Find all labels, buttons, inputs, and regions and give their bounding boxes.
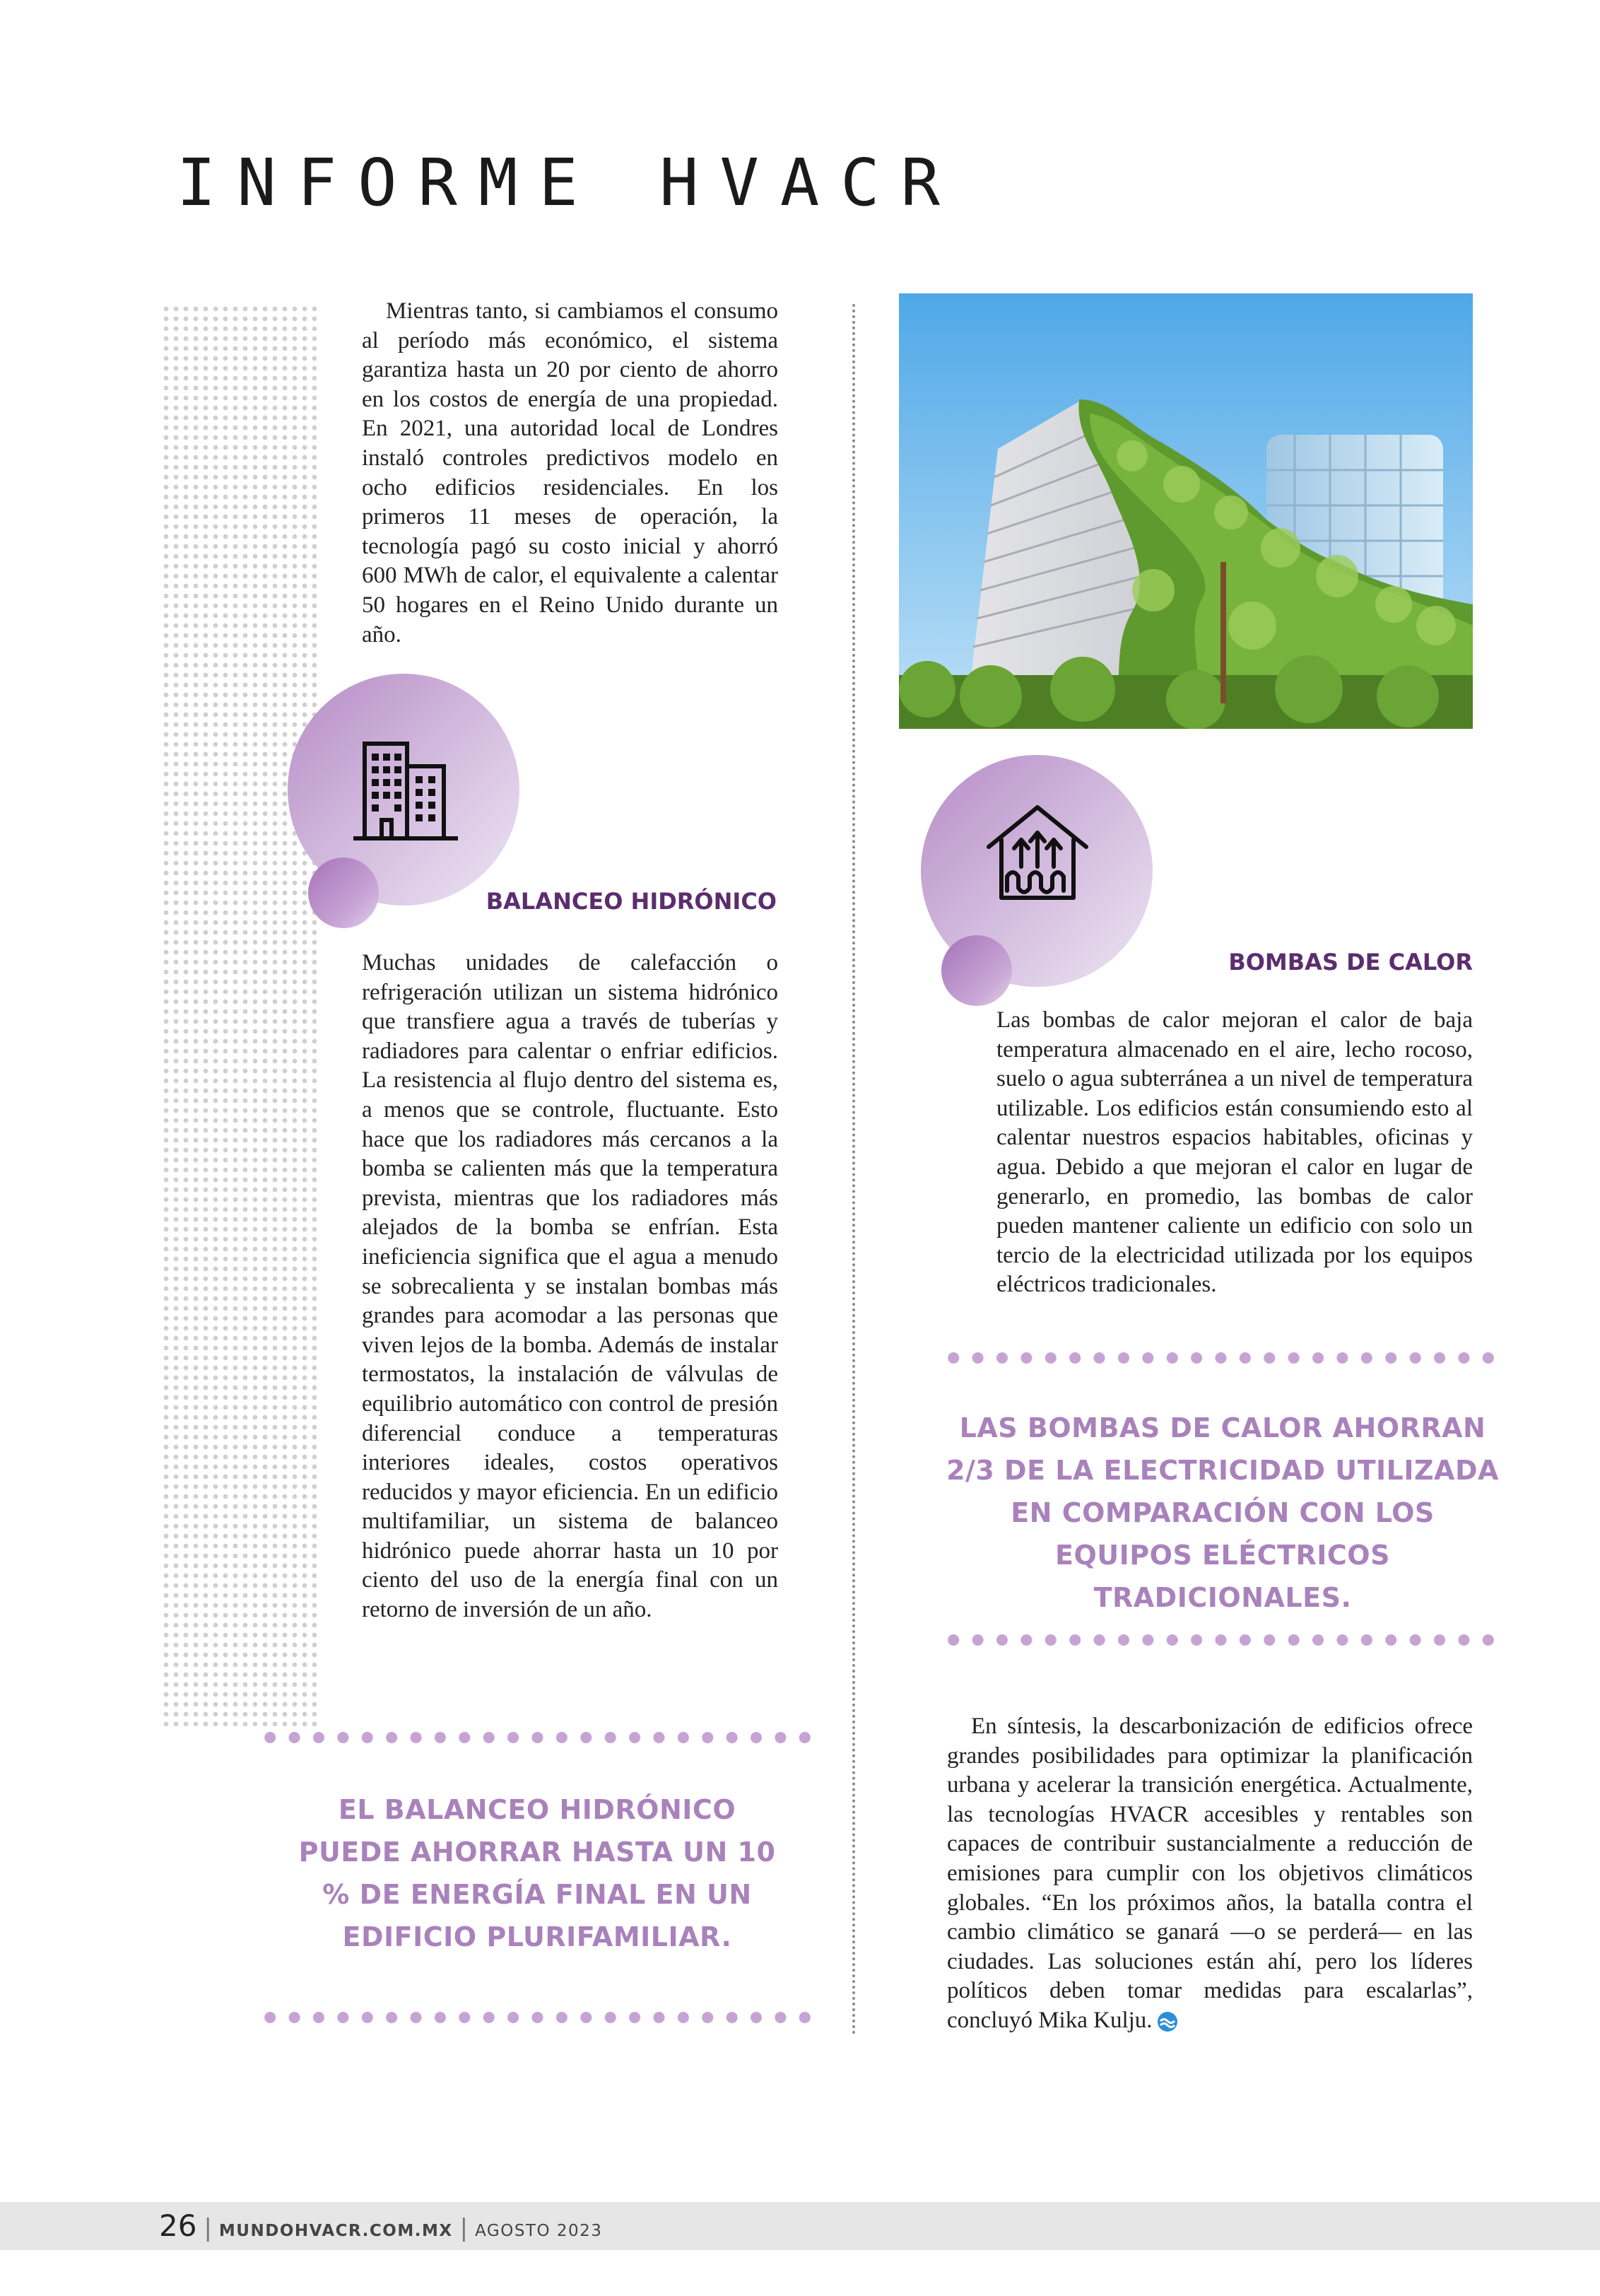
heat-pump-house-icon xyxy=(980,797,1095,912)
green-building-photo xyxy=(899,293,1473,729)
footer xyxy=(159,2208,602,2243)
issue-date: AGOSTO 2023 xyxy=(475,2222,603,2240)
dot-divider-top-right xyxy=(941,1350,1500,1366)
intro-paragraph: Mientras tanto, si cambiamos el consumo al período más económico, el sistema garantiza hasta un 20 por ciento de ahorro en los costos de energía de una propiedad. En 2021, una autoridad local de Londres instaló controles predictivos modelo en ocho edificios residenciales. En los primeros 11 meses de operación, la tecnología pagó su costo inicial y ahorró 600 MWh de calor, el equivalente a calentar 50 hogares en el Reino Unido durante un año. xyxy=(362,298,778,648)
pull-quote-right: LAS BOMBAS DE CALOR AHORRAN 2/3 DE LA ELECTRICIDAD UTILIZADA EN COMPARACIÓN CON LOS EQUIPOS ELÉCTRICOS TRADICIONALES. xyxy=(946,1412,1499,1613)
balanceo-heading: BALANCEO HIDRÓNICO xyxy=(486,888,777,915)
footer-separator: | xyxy=(204,2214,212,2242)
section-title: INFORME HVACR xyxy=(177,145,962,221)
page-number: 26 xyxy=(159,2208,197,2243)
dot-divider-bottom-right xyxy=(941,1632,1500,1648)
balanceo-paragraph: Muchas unidades de calefacción o refrigeración utilizan un sistema hidrónico que transfiere agua a través de tuberías y radiadores para calentar o enfriar edificios. La resistencia al flujo dentro del sistema es, a menos que se controle, fluctuante. Esto hace que los radiadores más cercanos a la bomba se calienten más que la temperatura prevista, mientras que los radiadores más alejados de la bomba se enfrían. Esta ineficiencia significa que el agua a menudo se sobrecalienta y se instalan bombas más grandes para acomodar a las personas que viven lejos de la bomba. Además de instalar termostatos, la instalación de válvulas de equilibrio automático con control de presión diferencial conduce a temperaturas interiores ideales, costos operativos reducidos y mayor eficiencia. En un edificio multifamiliar, un sistema de balanceo hidrónico puede ahorrar hasta un 10 por ciento del uso de la energía final con un retorno de inversión de un año. xyxy=(362,950,778,1623)
closing-paragraph-text: En síntesis, la descarbonización de edificios ofrece grandes posibilidades para optimizar la planificación urbana y acelerar la transición energética. Actualmente, las tecnologías HVACR accesibles y rentables son capaces de contribuir sustancialmente a reducción de emisiones para cumplir con los objetivos climáticos globales. “En los próximos años, la batalla contra el cambio climático se ganará —o se perderá— en las ciudades. Las soluciones están ahí, pero los líderes políticos deben tomar medidas para escalarlas”, concluyó Mika Kulju. xyxy=(947,1714,1473,2033)
buildings-icon xyxy=(351,732,464,845)
section-circle-small xyxy=(308,857,379,928)
column-divider xyxy=(852,304,855,2036)
pull-quote-left: EL BALANCEO HIDRÓNICO PUEDE AHORRAR HASTA UN 10 % DE ENERGÍA FINAL EN UN EDIFICIO PLURIFAMILIAR. xyxy=(298,1794,776,1952)
bombas-heading: BOMBAS DE CALOR xyxy=(1228,949,1473,976)
decorative-dot-grid xyxy=(161,304,317,1726)
dot-divider-top-left xyxy=(258,1730,816,1745)
bombas-paragraph: Las bombas de calor mejoran el calor de baja temperatura almacenado en el aire, lecho rocoso, suelo o agua subterránea a un nivel de temperatura utilizable. Los edificios están consumiendo esto al calentar nuestros espacios habitables, oficinas y agua. Debido a que mejoran el calor en lugar de generarlo, en promedio, las bombas de calor pueden mantener caliente un edificio con solo un tercio de la electricidad utilizada por los equipos eléctricos tradicionales. xyxy=(996,1007,1473,1298)
footer-separator: | xyxy=(459,2214,469,2242)
section-circle-small-right xyxy=(941,935,1012,1006)
dot-divider-bottom-left xyxy=(258,2010,816,2025)
website-link[interactable]: MUNDOHVACR.COM.MX xyxy=(218,2222,453,2240)
closing-paragraph xyxy=(947,1712,1473,2036)
end-mark-icon xyxy=(1157,2011,1178,2032)
